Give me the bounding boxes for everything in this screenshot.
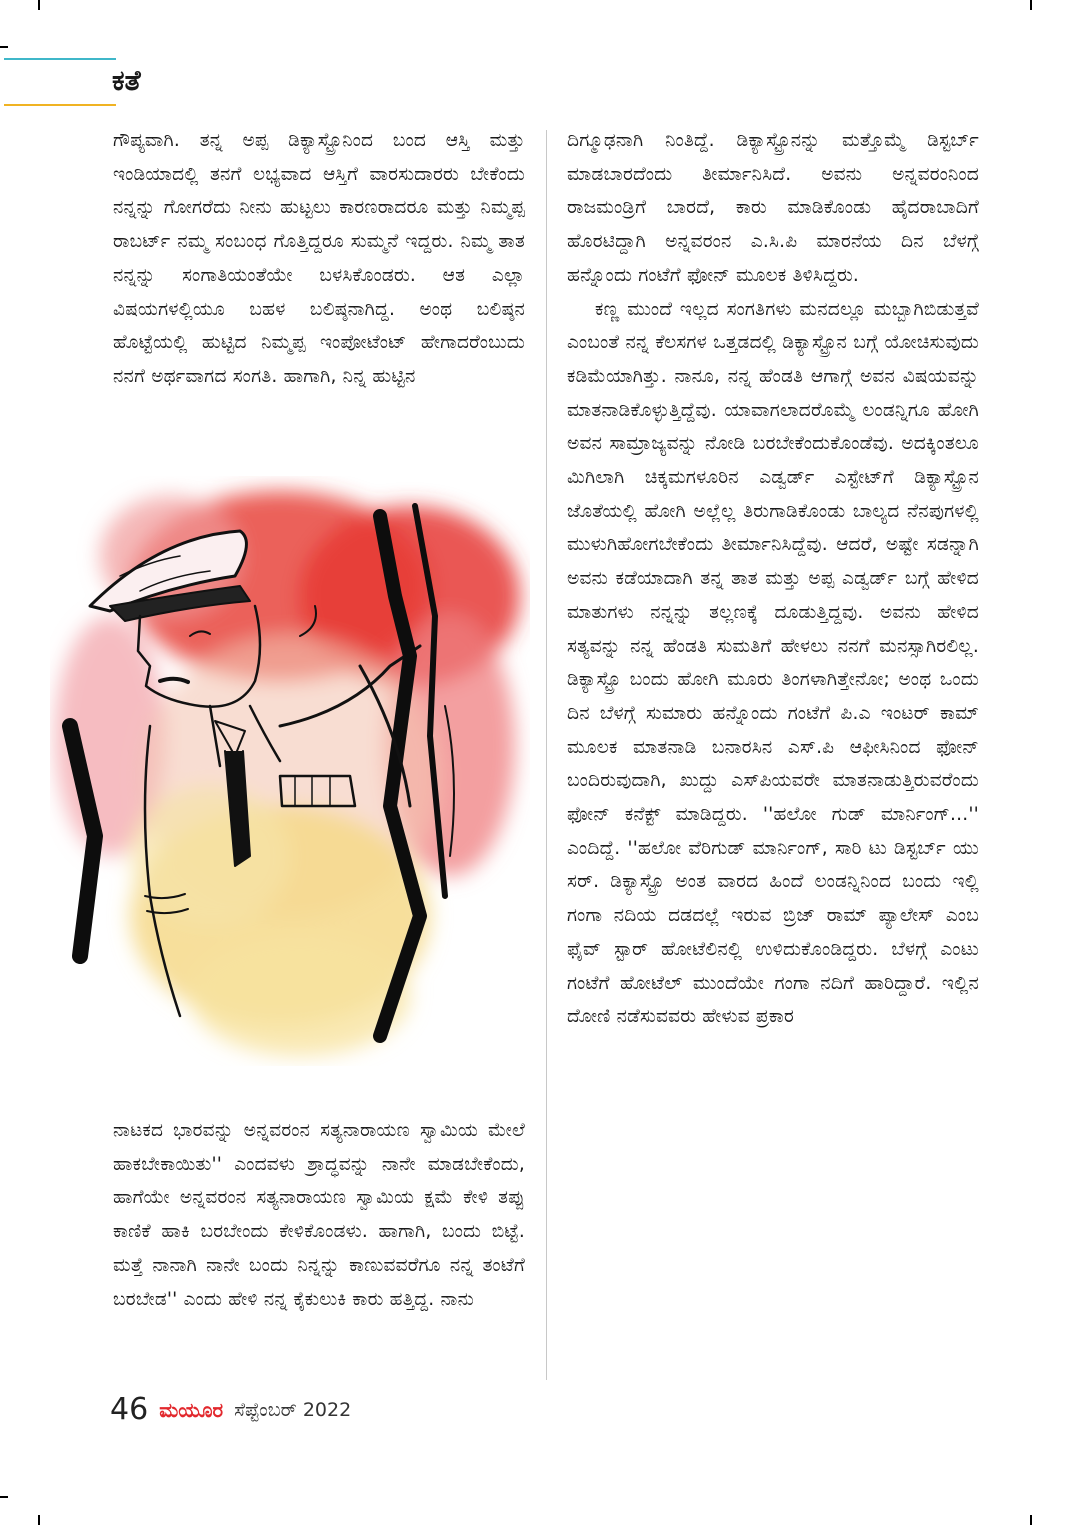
crop-mark <box>38 0 40 10</box>
story-column-right <box>567 124 979 1384</box>
story-illustration <box>50 476 530 1066</box>
story-column-left-bottom <box>113 1114 525 1384</box>
story-paragraph: ದಿಗ್ಮೂಢನಾಗಿ ನಿಂತಿದ್ದೆ. ಡಿಕ್ಯಾಸ್ಟ್ರೊನನ್ನು ಮತ್ತೊಮ್ಮೆ ಡಿಸ್ಟರ್ಬ್ ಮಾಡಬಾರದೆಂದು ತೀರ್ಮಾನಿಸಿದೆ. ಅವನು ಅನ್ನವರಂನಿಂದ ರಾಜಮಂಡ್ರಿಗೆ ಬಾರದೆ, ಕಾರು ಮಾಡಿಕೊಂಡು ಹೈದರಾಬಾದಿಗೆ ಹೊರಟಿದ್ದಾಗಿ ಅನ್ನವರಂನ ಎ.ಸಿ.ಪಿ ಮಾರನೆಯ ದಿನ ಬೆಳಗ್ಗೆ ಹನ್ನೊಂದು ಗಂಟೆಗೆ ಫೋನ್ ಮೂಲಕ ತಿಳಿಸಿದ್ದರು. <box>567 130 979 286</box>
column-divider <box>546 130 547 1380</box>
crop-mark <box>38 1515 40 1525</box>
crop-mark <box>1030 1515 1032 1525</box>
section-rule-top <box>4 58 116 60</box>
crop-mark <box>0 1496 8 1498</box>
section-rule-bottom <box>4 104 116 106</box>
magazine-name: ಮಯೂರ <box>159 1397 224 1422</box>
story-paragraph: ಗೌಪ್ಯವಾಗಿ. ತನ್ನ ಅಪ್ಪ ಡಿಕ್ಯಾಸ್ಟ್ರೊನಿಂದ ಬಂದ ಆಸ್ತಿ ಮತ್ತು ಇಂಡಿಯಾದಲ್ಲಿ ತನಗೆ ಲಭ್ಯವಾದ ಆಸ್ತಿಗೆ ವಾರಸುದಾರರು ಬೇಕೆಂದು ನನ್ನನ್ನು ಗೋಗರೆದು ನೀನು ಹುಟ್ಟಲು ಕಾರಣರಾದರೂ ಮತ್ತು ನಿಮ್ಮಪ್ಪ ರಾಬರ್ಟ್ ನಮ್ಮ ಸಂಬಂಧ ಗೊತ್ತಿದ್ದರೂ ಸುಮ್ಮನೆ ಇದ್ದರು. ನಿಮ್ಮ ತಾತ ನನ್ನನ್ನು ಸಂಗಾತಿಯಂತೆಯೇ ಬಳಸಿಕೊಂಡರು. ಆತ ಎಲ್ಲಾ ವಿಷಯಗಳಲ್ಲಿಯೂ ಬಹಳ ಬಲಿಷ್ಠನಾಗಿದ್ದ. ಅಂಥ ಬಲಿಷ್ಠನ ಹೊಟ್ಟೆಯಲ್ಲಿ ಹುಟ್ಟಿದ ನಿಮ್ಮಪ್ಪ ಇಂಪೋಟೆಂಟ್ ಹೇಗಾದರೆಂಬುದು ನನಗೆ ಅರ್ಥವಾಗದ ಸಂಗತಿ. ಹಾಗಾಗಿ, ನಿನ್ನ ಹುಟ್ಟಿನ <box>113 130 525 387</box>
story-column-left-top <box>113 124 525 466</box>
story-paragraph: ಕಣ್ಣ ಮುಂದೆ ಇಲ್ಲದ ಸಂಗತಿಗಳು ಮನದಲ್ಲೂ ಮಬ್ಬಾಗಿಬಿಡುತ್ತವೆ ಎಂಬಂತೆ ನನ್ನ ಕೆಲಸಗಳ ಒತ್ತಡದಲ್ಲಿ ಡಿಕ್ಯಾಸ್ಟ್ರೊನ ಬಗ್ಗೆ ಯೋಚಿಸುವುದು ಕಡಿಮೆಯಾಗಿತ್ತು. ನಾನೂ, ನನ್ನ ಹೆಂಡತಿ ಆಗಾಗ್ಗೆ ಅವನ ವಿಷಯವನ್ನು ಮಾತನಾಡಿಕೊಳ್ಳುತ್ತಿದ್ದೆವು. ಯಾವಾಗಲಾದರೊಮ್ಮೆ ಲಂಡನ್ನಿಗೂ ಹೋಗಿ ಅವನ ಸಾಮ್ರಾಜ್ಯವನ್ನು ನೋಡಿ ಬರಬೇಕೆಂದುಕೊಂಡೆವು. ಅದಕ್ಕಿಂತಲೂ ಮಿಗಿಲಾಗಿ ಚಿಕ್ಕಮಗಳೂರಿನ ಎಡ್ವರ್ಡ್ ಎಸ್ಟೇಟ್‌ಗೆ ಡಿಕ್ಯಾಸ್ಟ್ರೊನ ಜೊತೆಯಲ್ಲಿ ಹೋಗಿ ಅಲ್ಲೆಲ್ಲ ತಿರುಗಾಡಿಕೊಂಡು ಬಾಲ್ಯದ ನೆನಪುಗಳಲ್ಲಿ ಮುಳುಗಿಹೋಗಬೇಕೆಂದು ತೀರ್ಮಾನಿಸಿದ್ದೆವು. ಆದರೆ, ಅಷ್ಟೇ ಸಡನ್ನಾಗಿ ಅವನು ಕಡೆಯಾದಾಗಿ ತನ್ನ ತಾತ ಮತ್ತು ಅಪ್ಪ ಎಡ್ವರ್ಡ್ ಬಗ್ಗೆ ಹೇಳಿದ ಮಾತುಗಳು ನನ್ನನ್ನು ತಲ್ಲಣಕ್ಕೆ ದೂಡುತ್ತಿದ್ದವು. ಅವನು ಹೇಳಿದ ಸತ್ಯವನ್ನು ನನ್ನ ಹೆಂಡತಿ ಸುಮತಿಗೆ ಹೇಳಲು ನನಗೆ ಮನಸ್ಸಾಗಿರಲಿಲ್ಲ. ಡಿಕ್ಯಾಸ್ಟ್ರೊ ಬಂದು ಹೋಗಿ ಮೂರು ತಿಂಗಳಾಗಿತ್ತೇನೋ; ಅಂಥ ಒಂದು ದಿನ ಬೆಳಗ್ಗೆ ಸುಮಾರು ಹನ್ನೊಂದು ಗಂಟೆಗೆ ಪಿ.ಎ ಇಂಟರ್ ಕಾಮ್ ಮೂಲಕ ಮಾತನಾಡಿ ಬನಾರಸಿನ ಎಸ್.ಪಿ ಆಫೀಸಿನಿಂದ ಫೋನ್ ಬಂದಿರುವುದಾಗಿ, ಖುದ್ದು ಎಸ್‌ಪಿಯವರೇ ಮಾತನಾಡುತ್ತಿರುವರೆಂದು ಫೋನ್ ಕನೆಕ್ಟ್ ಮಾಡಿದ್ದರು. ''ಹಲೋ ಗುಡ್ ಮಾರ್ನಿಂಗ್...'' ಎಂದಿದ್ದೆ. ''ಹಲೋ ವೆರಿಗುಡ್ ಮಾರ್ನಿಂಗ್, ಸಾರಿ ಟು ಡಿಸ್ಟರ್ಬ್ ಯು ಸರ್. ಡಿಕ್ಯಾಸ್ಟ್ರೊ ಅಂತ ವಾರದ ಹಿಂದೆ ಲಂಡನ್ನಿನಿಂದ ಬಂದು ಇಲ್ಲಿ ಗಂಗಾ ನದಿಯ ದಡದಲ್ಲೆ ಇರುವ ಬ್ರಿಜ್ ರಾಮ್ ಪ್ಯಾಲೇಸ್ ಎಂಬ ಫೈವ್ ಸ್ಟಾರ್ ಹೋಟೆಲಿನಲ್ಲಿ ಉಳಿದುಕೊಂಡಿದ್ದರು. ಬೆಳಗ್ಗೆ ಎಂಟು ಗಂಟೆಗೆ ಹೋಟೆಲ್ ಮುಂದೆಯೇ ಗಂಗಾ ನದಿಗೆ ಹಾರಿದ್ದಾರೆ. ಇಲ್ಲಿನ ದೋಣಿ ನಡೆಸುವವರು ಹೇಳುವ ಪ್ರಕಾರ <box>567 298 979 1028</box>
story-paragraph: ನಾಟಕದ ಭಾರವನ್ನು ಅನ್ನವರಂನ ಸತ್ಯನಾರಾಯಣ ಸ್ವಾಮಿಯ ಮೇಲೆ ಹಾಕಬೇಕಾಯಿತು'' ಎಂದವಳು ಶ್ರಾದ್ಧವನ್ನು ನಾನೇ ಮಾಡಬೇಕೆಂದು, ಹಾಗೆಯೇ ಅನ್ನವರಂನ ಸತ್ಯನಾರಾಯಣ ಸ್ವಾಮಿಯ ಕ್ಷಮೆ ಕೇಳಿ ತಪ್ಪು ಕಾಣಿಕೆ ಹಾಕಿ ಬರಬೇಂದು ಕೇಳಿಕೊಂಡಳು. ಹಾಗಾಗಿ, ಬಂದು ಬಿಟ್ಟೆ. ಮತ್ತೆ ನಾನಾಗಿ ನಾನೇ ಬಂದು ನಿನ್ನನ್ನು ಕಾಣುವವರೆಗೂ ನನ್ನ ತಂಟೆಗೆ ಬರಬೇಡ'' ಎಂದು ಹೇಳಿ ನನ್ನ ಕೈಕುಲುಕಿ ಕಾರು ಹತ್ತಿದ್ದ. ನಾನು <box>113 1120 525 1310</box>
page-number: 46 <box>110 1392 149 1427</box>
crop-mark <box>1030 0 1032 10</box>
crop-mark <box>0 46 8 48</box>
issue-date: ಸೆಪ್ಟೆಂಬರ್ 2022 <box>234 1398 352 1421</box>
page-footer <box>110 1392 351 1427</box>
section-label: ಕತೆ <box>112 64 141 97</box>
